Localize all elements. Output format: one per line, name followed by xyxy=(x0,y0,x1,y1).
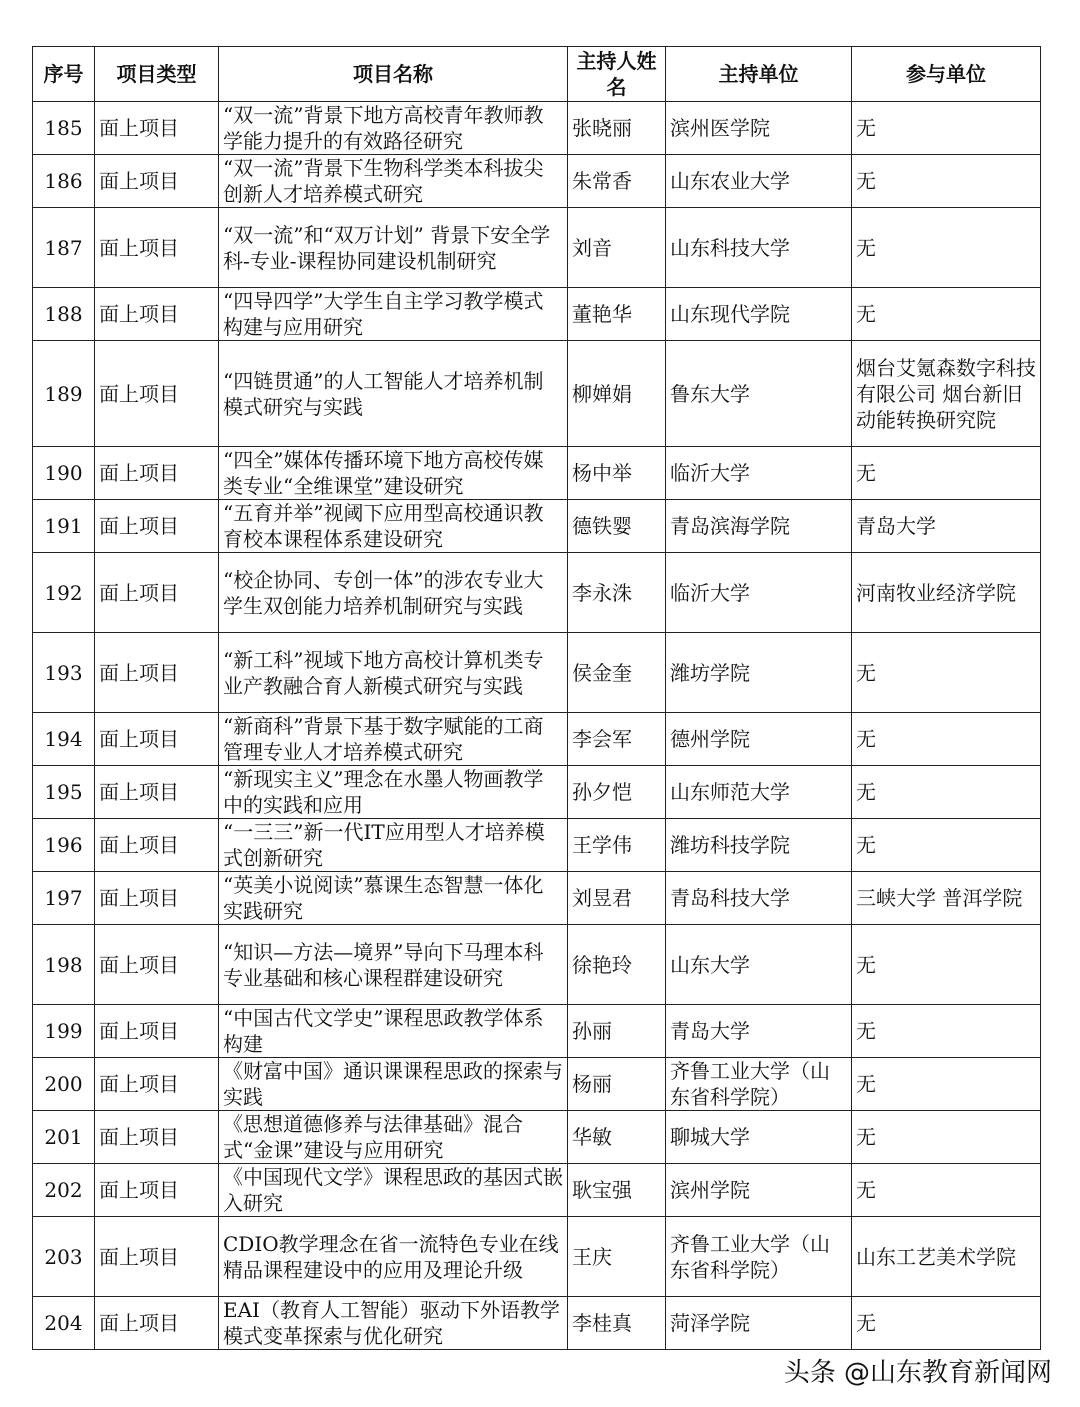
row-partner-unit: 无 xyxy=(852,713,1041,766)
table-row xyxy=(33,553,1041,633)
row-project-name: 《思想道德修养与法律基础》混合式“金课”建设与应用研究 xyxy=(219,1111,568,1164)
table-row xyxy=(33,447,1041,500)
row-index: 192 xyxy=(33,553,95,633)
row-partner-unit: 无 xyxy=(852,288,1041,341)
row-type: 面上项目 xyxy=(95,1297,219,1350)
row-host-unit: 齐鲁工业大学（山东省科学院） xyxy=(666,1058,852,1111)
row-index: 198 xyxy=(33,925,95,1005)
table-body xyxy=(33,102,1041,1350)
row-index: 187 xyxy=(33,208,95,288)
table-row xyxy=(33,1297,1041,1350)
row-host-person: 孙夕恺 xyxy=(568,766,666,819)
row-host-unit: 聊城大学 xyxy=(666,1111,852,1164)
row-host-unit: 菏泽学院 xyxy=(666,1297,852,1350)
row-type: 面上项目 xyxy=(95,925,219,1005)
row-index: 194 xyxy=(33,713,95,766)
watermark-footer: 头条 @山东教育新闻网 xyxy=(783,1358,1052,1388)
row-type: 面上项目 xyxy=(95,102,219,155)
row-project-name: “四全”媒体传播环境下地方高校传媒类专业“全维课堂”建设研究 xyxy=(219,447,568,500)
row-index: 186 xyxy=(33,155,95,208)
row-partner-unit: 无 xyxy=(852,925,1041,1005)
row-project-name: “新商科”背景下基于数字赋能的工商管理专业人才培养模式研究 xyxy=(219,713,568,766)
table-row xyxy=(33,155,1041,208)
row-project-name: “双一流”和“双万计划” 背景下安全学科-专业-课程协同建设机制研究 xyxy=(219,208,568,288)
header-type: 项目类型 xyxy=(95,47,219,102)
row-index: 191 xyxy=(33,500,95,553)
row-host-person: 徐艳玲 xyxy=(568,925,666,1005)
row-project-name: “中国古代文学史”课程思政教学体系构建 xyxy=(219,1005,568,1058)
row-index: 202 xyxy=(33,1164,95,1217)
row-project-name: CDIO教学理念在省一流特色专业在线精品课程建设中的应用及理论升级 xyxy=(219,1217,568,1297)
row-partner-unit: 无 xyxy=(852,819,1041,872)
row-partner-unit: 无 xyxy=(852,1058,1041,1111)
row-type: 面上项目 xyxy=(95,819,219,872)
row-project-name: “知识—方法—境界”导向下马理本科专业基础和核心课程群建设研究 xyxy=(219,925,568,1005)
project-table xyxy=(32,46,1041,1350)
row-host-unit: 齐鲁工业大学（山东省科学院） xyxy=(666,1217,852,1297)
table-row xyxy=(33,102,1041,155)
table-row xyxy=(33,1005,1041,1058)
row-host-unit: 青岛科技大学 xyxy=(666,872,852,925)
row-partner-unit: 无 xyxy=(852,1005,1041,1058)
row-type: 面上项目 xyxy=(95,208,219,288)
row-partner-unit: 三峡大学 普洱学院 xyxy=(852,872,1041,925)
row-host-person: 华敏 xyxy=(568,1111,666,1164)
row-host-unit: 青岛大学 xyxy=(666,1005,852,1058)
row-partner-unit: 无 xyxy=(852,1111,1041,1164)
table-row xyxy=(33,766,1041,819)
table-row xyxy=(33,288,1041,341)
row-project-name: “双一流”背景下生物科学类本科拔尖创新人才培养模式研究 xyxy=(219,155,568,208)
row-project-name: 《财富中国》通识课课程思政的探索与实践 xyxy=(219,1058,568,1111)
table-row xyxy=(33,500,1041,553)
table-row xyxy=(33,713,1041,766)
row-type: 面上项目 xyxy=(95,872,219,925)
row-index: 193 xyxy=(33,633,95,713)
row-index: 190 xyxy=(33,447,95,500)
row-project-name: “英美小说阅读”慕课生态智慧一体化实践研究 xyxy=(219,872,568,925)
row-type: 面上项目 xyxy=(95,447,219,500)
row-partner-unit: 无 xyxy=(852,208,1041,288)
row-project-name: EAI（教育人工智能）驱动下外语教学模式变革探索与优化研究 xyxy=(219,1297,568,1350)
row-project-name: “双一流”背景下地方高校青年教师教学能力提升的有效路径研究 xyxy=(219,102,568,155)
row-type: 面上项目 xyxy=(95,341,219,447)
row-host-person: 李永洙 xyxy=(568,553,666,633)
row-project-name: 《中国现代文学》课程思政的基因式嵌入研究 xyxy=(219,1164,568,1217)
table-row xyxy=(33,872,1041,925)
row-host-unit: 滨州医学院 xyxy=(666,102,852,155)
table-row xyxy=(33,1217,1041,1297)
row-type: 面上项目 xyxy=(95,1217,219,1297)
row-project-name: “新工科”视域下地方高校计算机类专业产教融合育人新模式研究与实践 xyxy=(219,633,568,713)
row-partner-unit: 河南牧业经济学院 xyxy=(852,553,1041,633)
row-index: 201 xyxy=(33,1111,95,1164)
row-host-unit: 山东科技大学 xyxy=(666,208,852,288)
header-project-name: 项目名称 xyxy=(219,47,568,102)
row-host-person: 德铁婴 xyxy=(568,500,666,553)
row-host-unit: 青岛滨海学院 xyxy=(666,500,852,553)
row-index: 200 xyxy=(33,1058,95,1111)
row-host-unit: 山东大学 xyxy=(666,925,852,1005)
row-index: 188 xyxy=(33,288,95,341)
row-host-unit: 临沂大学 xyxy=(666,553,852,633)
row-partner-unit: 山东工艺美术学院 xyxy=(852,1217,1041,1297)
row-project-name: “新现实主义”理念在水墨人物画教学中的实践和应用 xyxy=(219,766,568,819)
row-index: 185 xyxy=(33,102,95,155)
header-index: 序号 xyxy=(33,47,95,102)
table-row xyxy=(33,633,1041,713)
row-host-person: 朱常香 xyxy=(568,155,666,208)
row-partner-unit: 无 xyxy=(852,102,1041,155)
table-row xyxy=(33,1164,1041,1217)
row-index: 195 xyxy=(33,766,95,819)
row-host-person: 刘昱君 xyxy=(568,872,666,925)
row-host-person: 柳婵娟 xyxy=(568,341,666,447)
table-row xyxy=(33,208,1041,288)
row-type: 面上项目 xyxy=(95,1058,219,1111)
row-type: 面上项目 xyxy=(95,766,219,819)
row-index: 199 xyxy=(33,1005,95,1058)
row-index: 196 xyxy=(33,819,95,872)
table-row xyxy=(33,341,1041,447)
row-type: 面上项目 xyxy=(95,1164,219,1217)
row-partner-unit: 无 xyxy=(852,766,1041,819)
row-index: 197 xyxy=(33,872,95,925)
row-project-name: “五育并举”视阈下应用型高校通识教育校本课程体系建设研究 xyxy=(219,500,568,553)
row-type: 面上项目 xyxy=(95,500,219,553)
row-type: 面上项目 xyxy=(95,288,219,341)
row-type: 面上项目 xyxy=(95,155,219,208)
table-header-row xyxy=(33,47,1041,102)
row-project-name: “四导四学”大学生自主学习教学模式构建与应用研究 xyxy=(219,288,568,341)
row-type: 面上项目 xyxy=(95,713,219,766)
row-partner-unit: 无 xyxy=(852,1297,1041,1350)
header-partner-unit: 参与单位 xyxy=(852,47,1041,102)
row-project-name: “四链贯通”的人工智能人才培养机制模式研究与实践 xyxy=(219,341,568,447)
header-host-unit: 主持单位 xyxy=(666,47,852,102)
row-host-person: 孙丽 xyxy=(568,1005,666,1058)
table-row xyxy=(33,819,1041,872)
row-host-unit: 山东农业大学 xyxy=(666,155,852,208)
row-host-person: 董艳华 xyxy=(568,288,666,341)
row-type: 面上项目 xyxy=(95,1005,219,1058)
row-project-name: “校企协同、专创一体”的涉农专业大学生双创能力培养机制研究与实践 xyxy=(219,553,568,633)
table-row xyxy=(33,925,1041,1005)
row-partner-unit: 无 xyxy=(852,447,1041,500)
row-host-person: 杨丽 xyxy=(568,1058,666,1111)
row-host-person: 杨中举 xyxy=(568,447,666,500)
row-host-person: 李桂真 xyxy=(568,1297,666,1350)
row-host-unit: 山东师范大学 xyxy=(666,766,852,819)
row-partner-unit: 无 xyxy=(852,1164,1041,1217)
row-partner-unit: 青岛大学 xyxy=(852,500,1041,553)
row-host-person: 李会军 xyxy=(568,713,666,766)
row-host-person: 侯金奎 xyxy=(568,633,666,713)
row-host-unit: 山东现代学院 xyxy=(666,288,852,341)
row-index: 203 xyxy=(33,1217,95,1297)
row-project-name: “一三三”新一代IT应用型人才培养模式创新研究 xyxy=(219,819,568,872)
row-host-person: 刘音 xyxy=(568,208,666,288)
table-row xyxy=(33,1058,1041,1111)
row-host-unit: 德州学院 xyxy=(666,713,852,766)
row-index: 204 xyxy=(33,1297,95,1350)
row-host-person: 王学伟 xyxy=(568,819,666,872)
row-host-person: 张晓丽 xyxy=(568,102,666,155)
row-host-unit: 鲁东大学 xyxy=(666,341,852,447)
row-type: 面上项目 xyxy=(95,1111,219,1164)
row-host-unit: 滨州学院 xyxy=(666,1164,852,1217)
row-partner-unit: 无 xyxy=(852,633,1041,713)
row-host-person: 耿宝强 xyxy=(568,1164,666,1217)
table-row xyxy=(33,1111,1041,1164)
row-index: 189 xyxy=(33,341,95,447)
row-host-person: 王庆 xyxy=(568,1217,666,1297)
row-partner-unit: 无 xyxy=(852,155,1041,208)
row-type: 面上项目 xyxy=(95,553,219,633)
row-host-unit: 临沂大学 xyxy=(666,447,852,500)
row-host-unit: 潍坊科技学院 xyxy=(666,819,852,872)
row-partner-unit: 烟台艾氪森数字科技有限公司 烟台新旧动能转换研究院 xyxy=(852,341,1041,447)
row-host-unit: 潍坊学院 xyxy=(666,633,852,713)
row-type: 面上项目 xyxy=(95,633,219,713)
header-host-person: 主持人姓名 xyxy=(568,47,666,102)
